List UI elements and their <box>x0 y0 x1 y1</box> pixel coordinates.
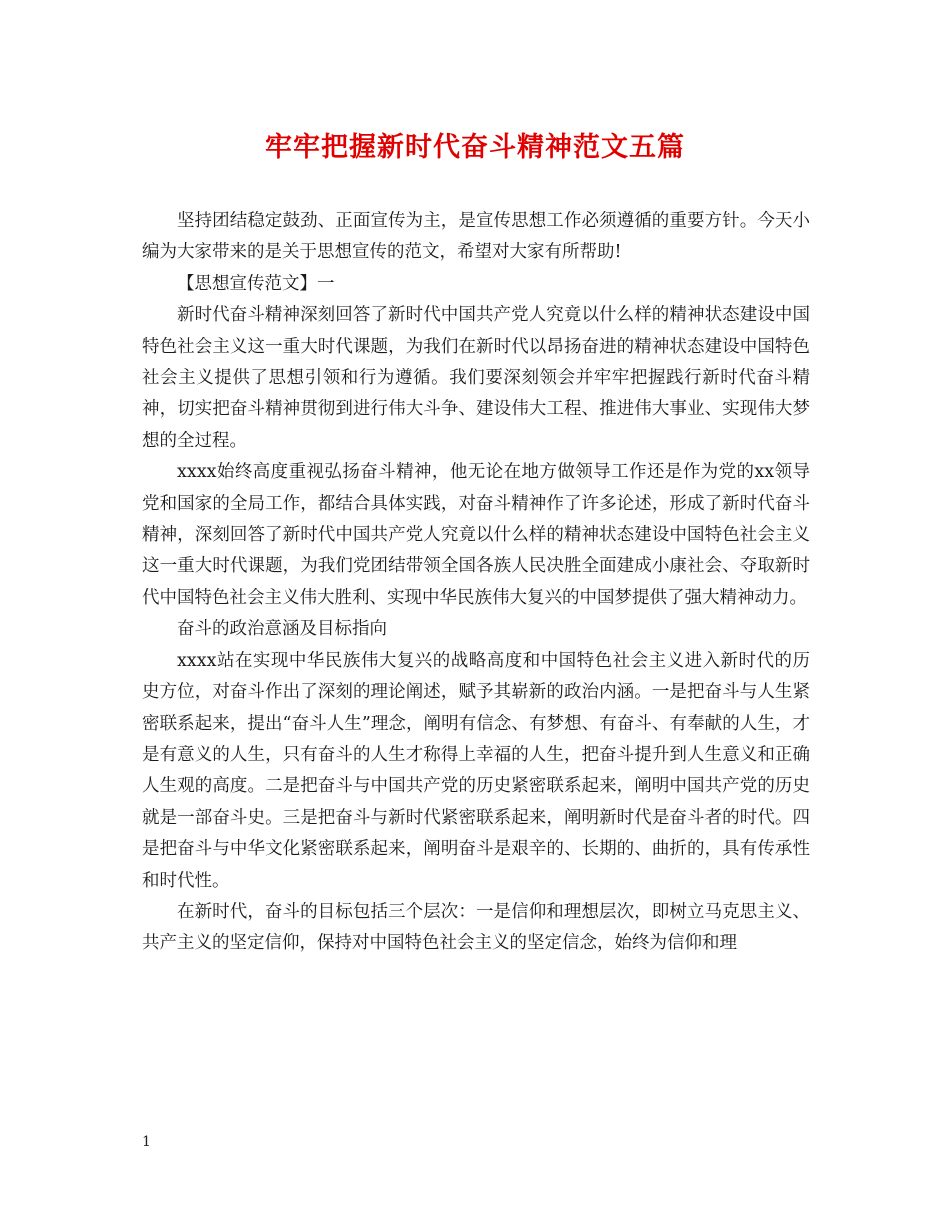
paragraph: 新时代奋斗精神深刻回答了新时代中国共产党人究竟以什么样的精神状态建设中国特色社会主义这一重大时代课题，为我们在新时代以昂扬奋进的精神状态建设中国特色社会主义提供了思想引领和行为遵循。我们要深刻领会并牢牢把握践行新时代奋斗精神，切实把奋斗精神贯彻到进行伟大斗争、建设伟大工程、推进伟大事业、实现伟大梦想的全过程。 <box>142 305 810 451</box>
paragraph: 在新时代，奋斗的目标包括三个层次：一是信仰和理想层次，即树立马克思主义、共产主义的坚定信仰，保持对中国特色社会主义的坚定信念，始终为信仰和理 <box>142 901 810 954</box>
document-title: 牢牢把握新时代奋斗精神范文五篇 <box>265 132 685 163</box>
paragraph: xxxx始终高度重视弘扬奋斗精神，他无论在地方做领导工作还是作为党的xx领导党和国家的全局工作，都结合具体实践，对奋斗精神作了许多论述，形成了新时代奋斗精神，深刻回答了新时代中国共产党人究竟以什么样的精神状态建设中国特色社会主义这一重大时代课题，为我们党团结带领全国各族人民决胜全面建成小康社会、夺取新时代中国特色社会主义伟大胜利、实现中华民族伟大复兴的中国梦提供了强大精神动力。 <box>142 462 810 608</box>
paragraph: xxxx站在实现中华民族伟大复兴的战略高度和中国特色社会主义进入新时代的历史方位，对奋斗作出了深刻的理论阐述，赋予其崭新的政治内涵。一是把奋斗与人生紧密联系起来，提出“奋斗人生”理念，阐明有信念、有梦想、有奋斗、有奉献的人生，才是有意义的人生，只有奋斗的人生才称得上幸福的人生，把奋斗提升到人生意义和正确人生观的高度。二是把奋斗与中国共产党的历史紧密联系起来，阐明中国共产党的历史就是一部奋斗史。三是把奋斗与新时代紧密联系起来，阐明新时代是奋斗者的时代。四是把奋斗与中华文化紧密联系起来，阐明奋斗是艰辛的、长期的、曲折的，具有传承性和时代性。 <box>142 650 810 891</box>
page-number: 1 <box>142 1134 151 1150</box>
section-heading-essay-one: 【思想宣传范文】一 <box>177 273 335 294</box>
paragraph-intro: 坚持团结稳定鼓劲、正面宣传为主，是宣传思想工作必须遵循的重要方针。今天小编为大家带来的是关于思想宣传的范文，希望对大家有所帮助! <box>142 211 810 263</box>
section-subheading: 奋斗的政治意涵及目标指向 <box>177 619 387 640</box>
document-body <box>142 206 810 960</box>
